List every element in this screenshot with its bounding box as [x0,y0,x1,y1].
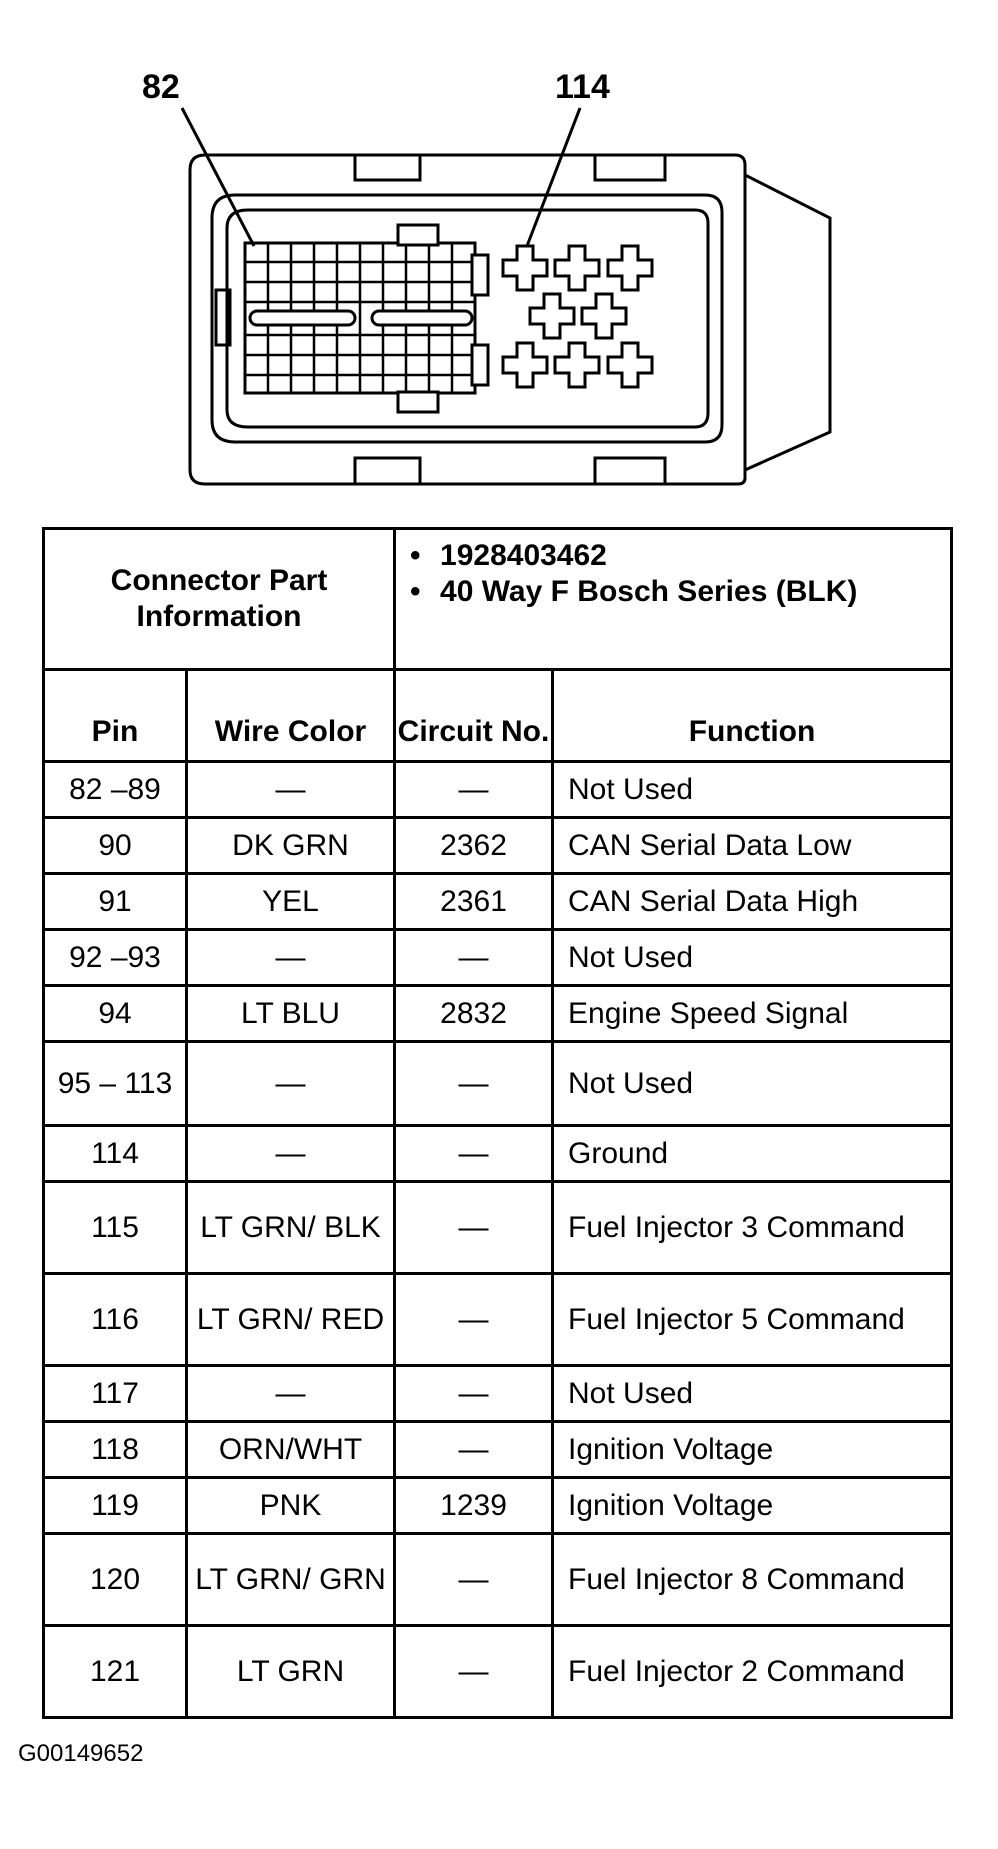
connector-info-label: Connector Part Information [44,529,395,670]
table-row [44,930,952,986]
circuit-cell: — [395,1126,553,1182]
function-cell: Ignition Voltage [553,1478,952,1534]
function-cell: Fuel Injector 2 Command [553,1626,952,1718]
pin-cell: 90 [44,818,187,874]
wire-color-cell: — [187,930,395,986]
function-cell: CAN Serial Data Low [553,818,952,874]
function-cell: Fuel Injector 8 Command [553,1534,952,1626]
table-row [44,1042,952,1126]
function-cell: CAN Serial Data High [553,874,952,930]
circuit-cell: — [395,1626,553,1718]
wire-color-cell: — [187,1126,395,1182]
function-cell: Not Used [553,1366,952,1422]
pin-callout-82: 82 [142,68,180,106]
pin-cell: 119 [44,1478,187,1534]
wire-color-cell: — [187,1042,395,1126]
pin-cell: 91 [44,874,187,930]
connector-description: • 40 Way F Bosch Series (BLK) [440,574,950,610]
pin-cell: 121 [44,1626,187,1718]
table-row [44,1126,952,1182]
table-row [44,1534,952,1626]
wire-color-cell: LT GRN/ GRN [187,1534,395,1626]
table-row [44,1366,952,1422]
function-cell: Not Used [553,1042,952,1126]
pin-cell: 115 [44,1182,187,1274]
pin-cell: 117 [44,1366,187,1422]
pin-cell: 82 –89 [44,762,187,818]
table-row [44,1422,952,1478]
circuit-cell: 1239 [395,1478,553,1534]
function-cell: Fuel Injector 3 Command [553,1182,952,1274]
pin-rows [44,762,952,1718]
circuit-cell: — [395,1042,553,1126]
pin-cell: 118 [44,1422,187,1478]
header-row [44,670,952,762]
function-cell: Engine Speed Signal [553,986,952,1042]
wire-color-cell: ORN/WHT [187,1422,395,1478]
wire-color-cell: PNK [187,1478,395,1534]
col-circuit-no: Circuit No. [395,670,553,762]
col-function: Function [553,670,952,762]
circuit-cell: — [395,1366,553,1422]
col-pin: Pin [44,670,187,762]
connector-info-row [44,529,952,670]
circuit-cell: — [395,1274,553,1366]
circuit-cell: — [395,930,553,986]
pin-cell: 116 [44,1274,187,1366]
table-row [44,1478,952,1534]
table-row [44,874,952,930]
wire-color-cell: YEL [187,874,395,930]
pin-callout-114: 114 [555,68,610,106]
table-row [44,762,952,818]
figure-id: G00149652 [18,1740,144,1767]
col-wire-color: Wire Color [187,670,395,762]
wire-color-cell: DK GRN [187,818,395,874]
wire-color-cell: LT BLU [187,986,395,1042]
circuit-cell: 2362 [395,818,553,874]
circuit-cell: — [395,762,553,818]
wire-color-cell: LT GRN/ BLK [187,1182,395,1274]
function-cell: Fuel Injector 5 Command [553,1274,952,1366]
pin-cell: 114 [44,1126,187,1182]
table-row [44,1182,952,1274]
function-cell: Ground [553,1126,952,1182]
wire-color-cell: LT GRN [187,1626,395,1718]
function-cell: Not Used [553,762,952,818]
circuit-cell: — [395,1534,553,1626]
circuit-cell: 2832 [395,986,553,1042]
function-cell: Ignition Voltage [553,1422,952,1478]
pin-cell: 95 – 113 [44,1042,187,1126]
pin-cell: 120 [44,1534,187,1626]
wire-color-cell: — [187,762,395,818]
table-row [44,986,952,1042]
part-number: • 1928403462 [440,538,950,574]
function-cell: Not Used [553,930,952,986]
wire-color-cell: LT GRN/ RED [187,1274,395,1366]
circuit-cell: 2361 [395,874,553,930]
table-row [44,818,952,874]
pin-cell: 92 –93 [44,930,187,986]
table-row [44,1626,952,1718]
circuit-cell: — [395,1182,553,1274]
pin-cell: 94 [44,986,187,1042]
wire-color-cell: — [187,1366,395,1422]
circuit-cell: — [395,1422,553,1478]
table-row [44,1274,952,1366]
pin-table [42,527,953,1719]
connector-info-values [395,529,952,670]
